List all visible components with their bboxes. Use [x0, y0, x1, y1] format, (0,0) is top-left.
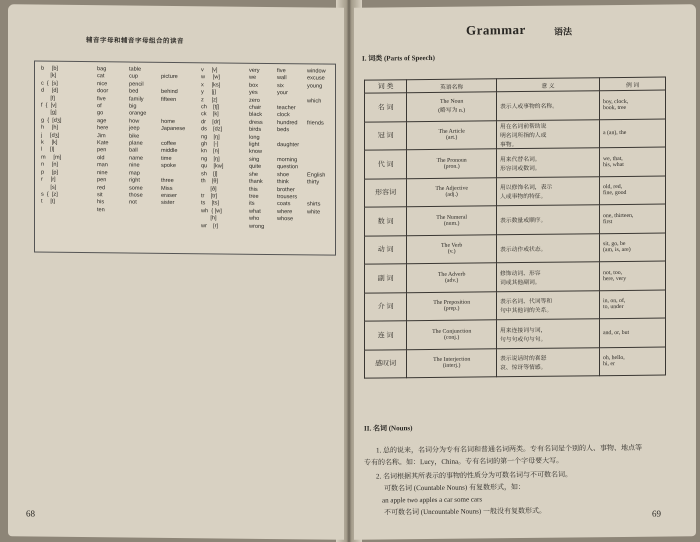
part-of-speech-en: The Interjection (interj.): [407, 348, 497, 377]
example-words-col-3: picture behind fifteen home Japanese coffee middle time spoke three Miss eraser sister: [161, 74, 186, 207]
meaning-cell: 用以修饰名词，表示 人或事物的特征。: [497, 176, 600, 206]
part-of-speech-en: The Pronoun (pron.): [407, 149, 497, 178]
table-row: [365, 318, 666, 350]
part-of-speech-en: The Conjunction (conj.): [407, 320, 497, 349]
part-of-speech-en: The Noun (略写为 n.): [407, 92, 497, 121]
examples-cell: boy, clock, book, tree: [599, 90, 665, 119]
meaning-cell: 表示动作或状态。: [497, 233, 600, 263]
header-cell: 意 义: [497, 78, 600, 92]
right-page: [354, 4, 696, 540]
part-of-speech-cn: 连 词: [365, 321, 407, 350]
examples-cell: one, thirteen, first: [599, 204, 665, 233]
nouns-heading: II. 名词 (Nouns): [364, 424, 413, 433]
part-of-speech-en: The Preposition (prep.): [407, 291, 497, 320]
consonant-combos-col: v [v] w [w] x [ks] y [j] z [z] ch [tʃ] ck [k] dr [dr] ds [dz] ng [ŋ] gh [-] kn [n] ng [ŋ] qu [kw] sh [ʃ] th [θ] [ð] tr [tr] ts [ts] wh { [w] [h] wr [r]: [201, 67, 224, 229]
part-of-speech-cn: 名 词: [365, 93, 407, 122]
countable-examples: an apple two apples a car some cars: [382, 495, 483, 505]
examples-cell: in, on, of, to, under: [599, 290, 665, 319]
meaning-cell: 表示人或事物的名称。: [497, 91, 600, 121]
part-of-speech-cn: 动 词: [365, 235, 407, 264]
part-of-speech-en: The Verb (v.): [407, 234, 497, 263]
part-of-speech-cn: 介 词: [365, 292, 407, 321]
part-of-speech-cn: 代 词: [365, 150, 407, 179]
right-page-number: 69: [652, 508, 661, 519]
table-row: [365, 176, 666, 208]
part-of-speech-cn: 数 词: [365, 207, 407, 236]
left-page: [8, 4, 344, 540]
left-page-title: 辅音字母和辅音字母组合的读音: [86, 37, 184, 46]
header-cell: 例 词: [599, 77, 665, 91]
consonant-letters-col: b [b] [k] c { [s] d [d] [f] f { [v] [g] g { [dʒ] h [h] j [dʒ] k [k] l [l] m [m] n [n] p [p] r [r] [s] s { [z] t [t]: [41, 65, 62, 206]
table-row: [365, 90, 666, 122]
table-row: [365, 347, 666, 379]
table-row: [365, 204, 666, 236]
examples-cell: and, or, but: [599, 318, 665, 347]
part-of-speech-en: The Adjective (adj.): [407, 177, 497, 206]
nouns-paragraph-1: 1. 总的说来，名词分为专有名词和普通名词两类。专有名词是个别的人、事物、地点等: [376, 443, 642, 455]
examples-cell: we, that, his, what: [599, 147, 665, 176]
meaning-cell: 修饰动词、形容 词或其他副词。: [497, 262, 600, 292]
examples-cell: a (an), the: [599, 119, 665, 148]
part-of-speech-en: The Numeral (num.): [407, 206, 497, 235]
part-of-speech-cn: 冠 词: [365, 121, 407, 150]
header-cell: 词 类: [365, 80, 407, 93]
part-of-speech-en: The Article (art.): [407, 120, 497, 149]
nouns-paragraph-1b: 专有的名称。如：Lucy，China。专有名词的第一个字母要大写。: [364, 456, 564, 467]
example-words-col-1: bag cat nice door five of go age here Jim Kate pen old man nine pen red sit his ten: [97, 66, 109, 213]
table-row: [365, 290, 666, 322]
header-cell: 英语名称: [407, 79, 497, 93]
part-of-speech-en: The Adverb (adv.): [407, 263, 497, 292]
meaning-cell: 用在名词前帮助说 明名词所指的人或 事物。: [497, 119, 600, 149]
parts-of-speech-heading: I. 词类 (Parts of Speech): [362, 53, 435, 63]
meaning-cell: 表示说话时的喜怒 哀、惊讶等情感。: [497, 347, 600, 377]
example-words-col-2: table cup pencil bed family big orange how jeep bike plane ball name nine map right some those not: [129, 66, 147, 206]
table-row: [365, 233, 666, 265]
nouns-paragraph-2: 2. 名词根据其所表示的事物的性质分为可数名词与不可数名词。: [376, 470, 572, 481]
left-page-number: 68: [26, 508, 35, 519]
meaning-cell: 表示数量或顺序。: [497, 205, 600, 235]
grammar-title-cn: 语法: [554, 26, 573, 37]
part-of-speech-cn: 感叹词: [365, 349, 407, 378]
example-words-col-5: five wall six your teacher clock hundred beds daughter morning question shoe think brother trousers coats where whose: [277, 68, 300, 223]
examples-cell: not, too, here, very: [599, 261, 665, 290]
part-of-speech-cn: 形容词: [365, 178, 407, 207]
parts-of-speech-table: [364, 77, 666, 379]
uncountable-nouns-line: 不可数名词 (Uncountable Nouns) 一般没有复数形式。: [384, 506, 546, 517]
part-of-speech-cn: 副 词: [365, 264, 407, 293]
example-words-col-4: very we box yes zero chair black dress birds long light know sing quite she thank this tree its what who wrong: [249, 67, 265, 230]
example-words-col-6: window excuse young which friends English thirty shirts white: [307, 68, 326, 216]
meaning-cell: 用来代替名词。 形容词或数词。: [497, 148, 600, 178]
examples-cell: sit, go, be (am, is, are): [599, 233, 665, 262]
grammar-title: Grammar: [466, 21, 526, 38]
countable-nouns-line: 可数名词 (Countable Nouns) 有复数形式，如：: [384, 483, 525, 493]
table-row: [365, 261, 666, 293]
examples-cell: oh, hello, hi, er: [599, 347, 665, 376]
table-row: [365, 147, 666, 179]
consonant-table: [34, 61, 336, 256]
examples-cell: old, red, fine, good: [599, 176, 665, 205]
meaning-cell: 表示名词、代词等和 句中其他词的关系。: [497, 290, 600, 320]
table-row: [365, 119, 666, 151]
meaning-cell: 用来连接词与词， 句与句或句与句。: [497, 319, 600, 349]
